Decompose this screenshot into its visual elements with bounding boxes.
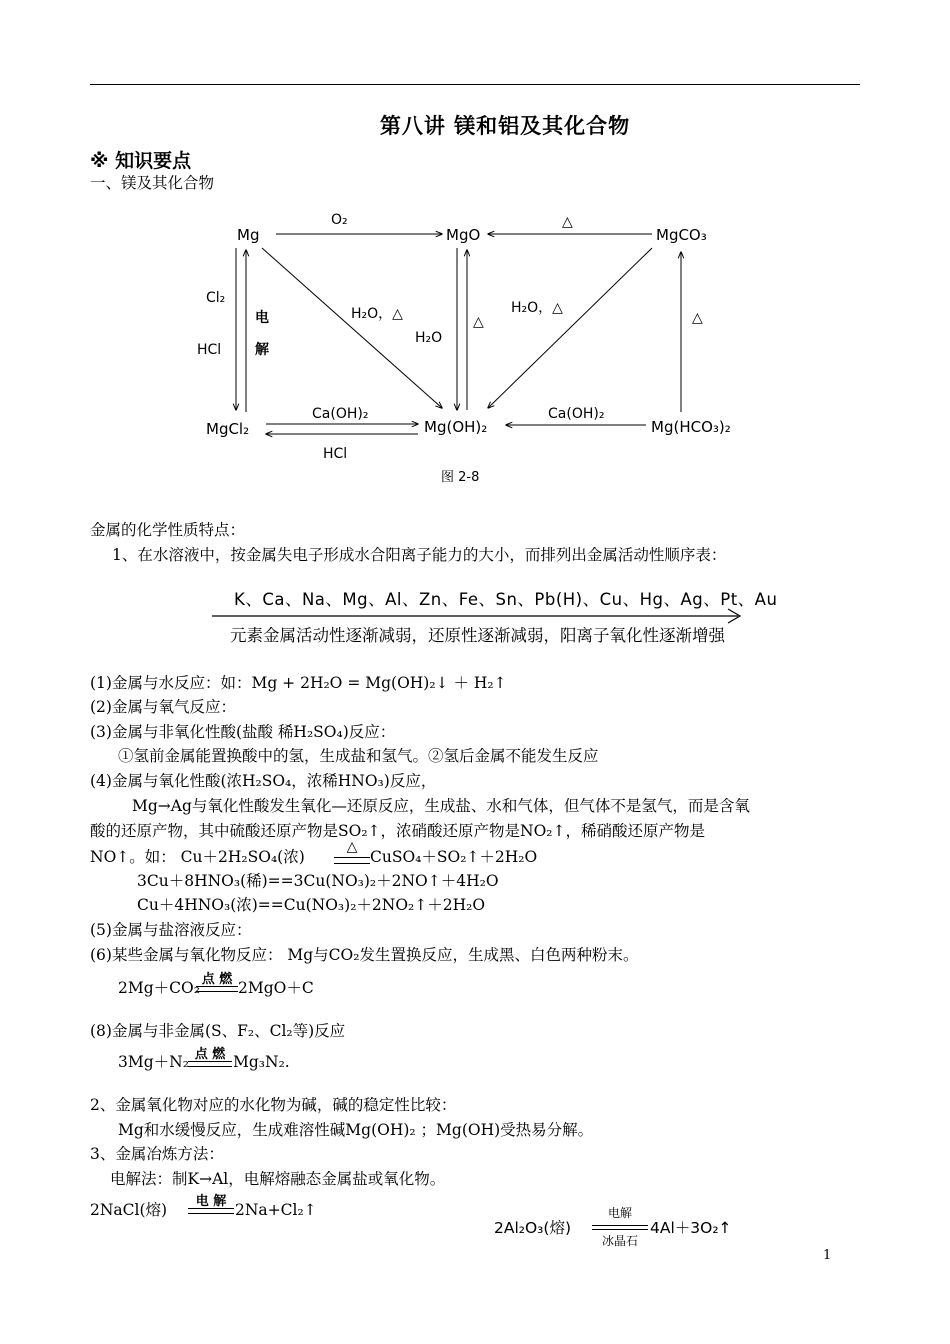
line-6: Mg→Ag与氧化性酸发生氧化—还原反应，生成盐、水和气体，但气体不是氢气，而是含氧: [132, 797, 750, 815]
label-cl2: Cl₂: [206, 290, 226, 306]
label-delta-top: △: [562, 214, 573, 230]
line-11: (5)金属与盐溶液反应：: [90, 921, 252, 939]
label-jie: 解: [255, 342, 269, 358]
diagram-caption: 图 2-8: [441, 470, 480, 485]
equals-double-line: [188, 1061, 232, 1067]
line-1: (1)金属与水反应：如：Mg + 2H₂O = Mg(OH)₂↓ ＋ H₂↑: [90, 674, 507, 692]
page-number: 1: [823, 1248, 832, 1263]
al-equation-right: 4Al＋3O₂↑: [650, 1219, 732, 1237]
line-20-right: 2Na+Cl₂↑: [235, 1201, 317, 1219]
line-17: Mg和水缓慢反应，生成难溶性碱Mg(OH)₂ ；Mg(OH)受热易分解。: [118, 1121, 594, 1139]
label-h2o-delta-left: H₂O，△: [351, 306, 403, 322]
label-delta-right: △: [692, 310, 703, 326]
line-15-left: 3Mg＋N₂: [118, 1053, 189, 1071]
arrow-mg-mgoh2: [262, 248, 442, 408]
line-8-right: CuSO₄＋SO₂↑＋2H₂O: [370, 848, 538, 866]
equals-double-line: [334, 857, 370, 864]
equals-double-line: [188, 1208, 234, 1214]
activity-trend: 元素金属活动性逐渐减弱，还原性逐渐减弱，阳离子氧化性逐渐增强: [230, 626, 725, 645]
node-mghco3: Mg(HCO₃)₂: [651, 418, 731, 436]
line-14: (8)金属与非金属(S、F₂、Cl₂等)反应: [90, 1022, 346, 1040]
line-4: ①氢前金属能置换酸中的氢，生成盐和氢气。②氢后金属不能发生反应: [118, 747, 599, 765]
line-9: 3Cu＋8HNO₃(稀)==3Cu(NO₃)₂＋2NO↑＋4H₂O: [137, 872, 499, 890]
al-condition-top: 电解: [607, 1206, 632, 1220]
subsection-heading: 一、镁及其化合物: [90, 174, 215, 192]
properties-heading: 金属的化学性质特点：: [90, 521, 246, 539]
label-caoh2-left: Ca(OH)₂: [312, 406, 369, 422]
section-heading: ※ 知识要点: [90, 150, 192, 172]
node-mgo: MgO: [446, 226, 481, 244]
line-12: (6)某些金属与氧化物反应： Mg与CO₂发生置换反应，生成黑、白色两种粉末。: [90, 946, 639, 964]
page-title: 第八讲 镁和铝及其化合物: [379, 114, 631, 138]
line-20-left: 2NaCl(熔): [90, 1201, 168, 1219]
magnesium-reaction-diagram: [0, 0, 950, 500]
node-mgco3: MgCO₃: [656, 226, 707, 244]
label-h2o-delta-right: H₂O，△: [511, 300, 563, 316]
label-dian: 电: [255, 310, 269, 326]
line-18: 3、金属冶炼方法：: [90, 1145, 224, 1163]
node-mgoh2: Mg(OH)₂: [424, 418, 488, 436]
activity-series: K、Ca、Na、Mg、Al、Zn、Fe、Sn、Pb(H)、Cu、Hg、Ag、Pt、Au: [234, 590, 778, 609]
label-delta-mid: △: [473, 314, 484, 330]
line-13-right: 2MgO＋C: [238, 979, 314, 997]
line-15-right: Mg₃N₂.: [233, 1053, 290, 1071]
label-h2o: H₂O: [415, 330, 443, 346]
line-2: (2)金属与氧气反应：: [90, 698, 236, 716]
label-hcl-bottom: HCl: [323, 446, 348, 462]
node-mgcl2: MgCl₂: [206, 420, 250, 438]
al-equation-left: 2Al₂O₃(熔): [494, 1219, 571, 1237]
line-13-left: 2Mg＋CO₂: [118, 979, 200, 997]
line-16: 2、金属氧化物对应的水化物为碱，碱的稳定性比较：: [90, 1096, 457, 1114]
condition-ignite-2: 点 燃: [194, 1047, 226, 1062]
arrow-mgco3-mgoh2: [488, 248, 652, 408]
label-o2: O₂: [331, 212, 348, 228]
line-10: Cu＋4HNO₃(浓)==Cu(NO₃)₂＋2NO₂↑＋2H₂O: [137, 896, 486, 914]
line-19: 电解法：制K→Al，电解熔融态金属盐或氧化物。: [110, 1170, 446, 1188]
label-hcl-left: HCl: [197, 342, 222, 358]
paragraph-1: 1、在水溶液中，按金属失电子形成水合阳离子能力的大小，而排列出金属活动性顺序表：: [112, 546, 727, 564]
line-3: (3)金属与非氧化性酸(盐酸 稀H₂SO₄)反应：: [90, 723, 396, 741]
line-8-left: NO↑。如： Cu＋2H₂SO₄(浓): [90, 848, 305, 866]
condition-heat: △: [346, 839, 358, 855]
node-mg: Mg: [237, 226, 260, 244]
line-5: (4)金属与氧化性酸(浓H₂SO₄，浓稀HNO₃)反应，: [90, 772, 437, 790]
label-caoh2-right: Ca(OH)₂: [548, 406, 605, 422]
equals-double-line: [592, 1225, 648, 1230]
condition-electrolysis: 电 解: [195, 1194, 227, 1209]
al-condition-bottom: 冰晶石: [601, 1234, 638, 1248]
condition-ignite-1: 点 燃: [201, 972, 233, 987]
line-7: 酸的还原产物，其中硫酸还原产物是SO₂↑，浓硝酸还原产物是NO₂↑，稀硝酸还原产物是: [90, 822, 705, 840]
equals-double-line: [196, 986, 238, 992]
